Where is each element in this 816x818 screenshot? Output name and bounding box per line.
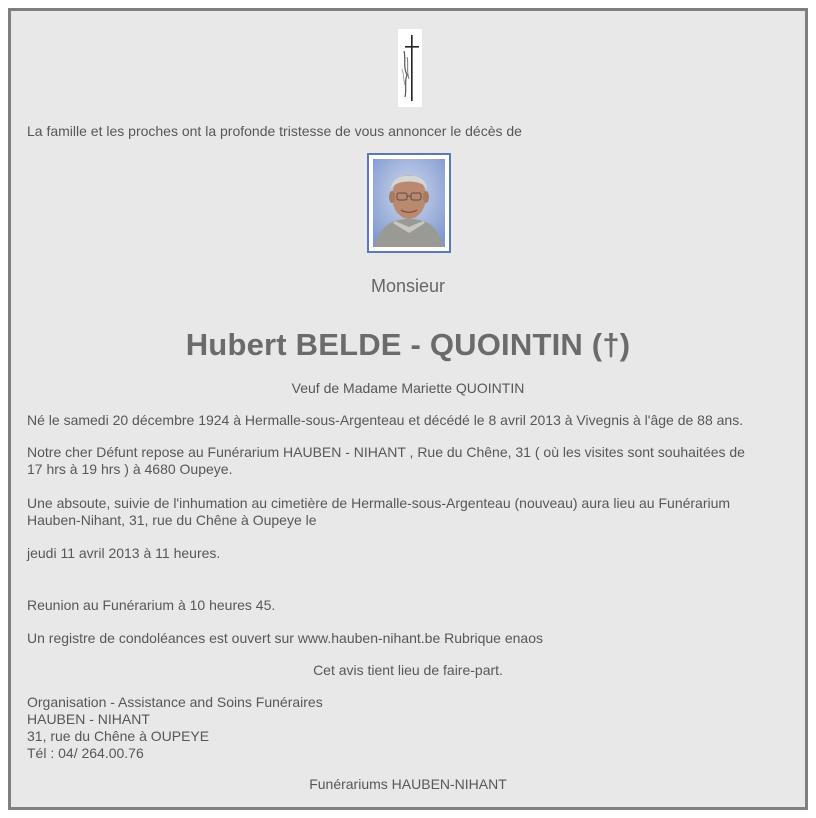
- condolence-registry: Un registre de condoléances est ouvert sur www.hauben-nihant.be Rubrique enaos: [27, 630, 543, 646]
- deceased-name: Hubert BELDE - QUOINTIN (†): [185, 327, 631, 362]
- rest-line-1: Notre cher Défunt repose au Funérarium HAUBEN - NIHANT , Rue du Chêne, 31 ( où les visites sont souhaitées de: [27, 444, 745, 460]
- honorific: Monsieur: [370, 276, 446, 296]
- organisation-line-4: Tél : 04/ 264.00.76: [27, 745, 144, 761]
- ceremony-date: jeudi 11 avril 2013 à 11 heures.: [27, 545, 221, 561]
- rest-line-2: 17 hrs à 19 hrs ) à 4680 Oupeye.: [27, 461, 233, 477]
- reunion-text: Reunion au Funérarium à 10 heures 45.: [27, 597, 276, 613]
- intro-text: La famille et les proches ont la profonde tristesse de vous annoncer le décès de: [27, 123, 522, 139]
- footer-text: Funérariums HAUBEN-NIHANT: [309, 776, 507, 792]
- organisation-line-3: 31, rue du Chêne à OUPEYE: [27, 728, 210, 744]
- widow-of: Veuf de Madame Mariette QUOINTIN: [291, 380, 525, 396]
- organisation-line-2: HAUBEN - NIHANT: [27, 711, 150, 727]
- organisation-line-1: Organisation - Assistance and Soins Funéraires: [27, 694, 323, 710]
- birth-death: Né le samedi 20 décembre 1924 à Hermalle-sous-Argenteau et décédé le 8 avril 2013 à Vivegnis à l'âge de 88 ans.: [27, 412, 744, 428]
- cross-icon: [398, 29, 422, 107]
- absoute-line-2: Hauben-Nihant, 31, rue du Chêne à Oupeye le: [27, 512, 317, 528]
- obituary-card: [8, 8, 808, 810]
- absoute-line-1: Une absoute, suivie de l'inhumation au cimetière de Hermalle-sous-Argenteau (nouveau) aura lieu au Funérarium: [27, 495, 731, 511]
- notice-text: Cet avis tient lieu de faire-part.: [313, 662, 503, 678]
- portrait-photo: [367, 153, 451, 253]
